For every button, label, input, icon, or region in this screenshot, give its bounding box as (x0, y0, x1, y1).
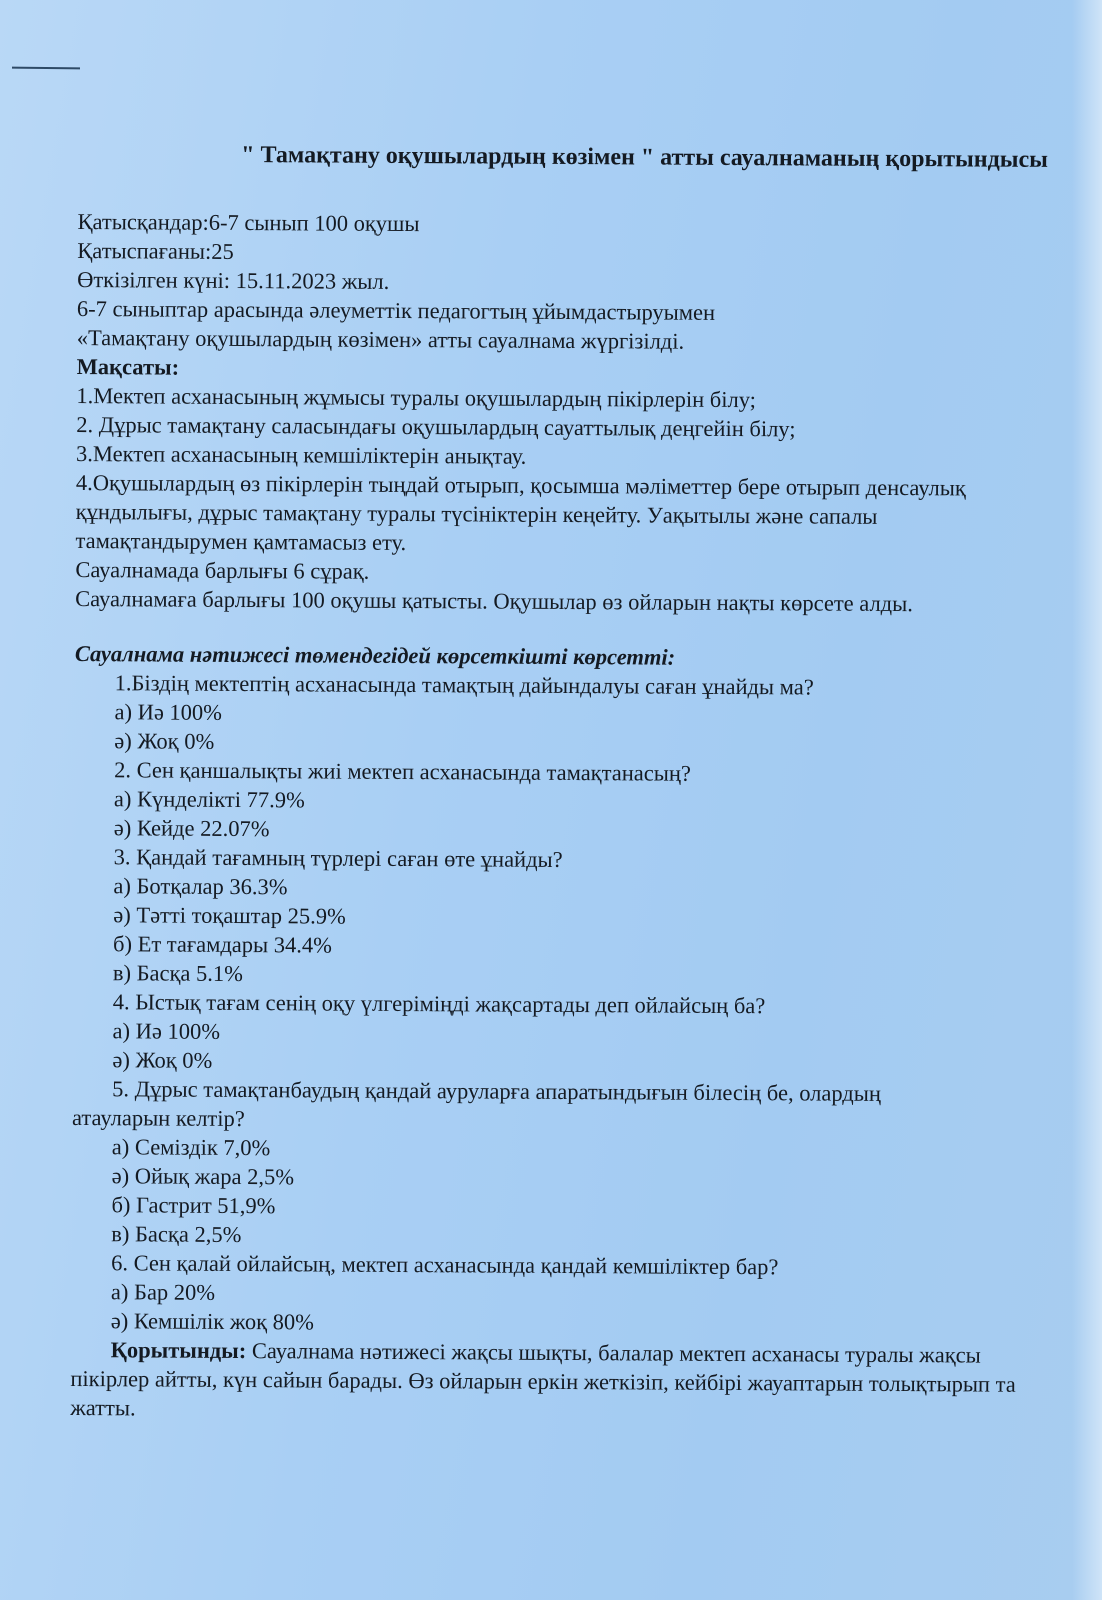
q6-answer-a: а) Бар 20% (110, 1279, 216, 1305)
q5-answer-b: ә) Ойық жара 2,5% (111, 1163, 295, 1190)
paper-edge-shadow (1072, 0, 1102, 1600)
participants-line: Қатысқандар:6-7 сынып 100 оқушы (77, 208, 420, 237)
conclusion (70, 1335, 1041, 1428)
question-2: 2. Сен қаншалықты жиі мектеп асханасында тамақтанасың? (114, 757, 691, 786)
absent-line: Қатыспағаны:25 (77, 237, 234, 264)
q3-answer-a: а) Ботқалар 36.3% (113, 873, 288, 900)
goal-3: 3.Мектеп асханасының кемшіліктерін анықтау. (76, 440, 527, 469)
intro-line-2: «Тамақтану оқушылардың көзімен» атты сауалнама жүргізілді. (76, 324, 685, 354)
goals-heading: Мақсаты: (76, 353, 180, 380)
q5-answer-c: б) Гастрит 51,9% (111, 1192, 276, 1219)
conclusion-text: Сауалнама нәтижесі жақсы шықты, балалар мектеп асханасы туралы жақсы пікірлер айтты, күн сайын барады. Өз ойларын еркін жеткізіп, кейбірі жауаптарын толықтырып та жатты. (70, 1338, 1016, 1421)
question-6: 6. Сен қалай ойлайсың, мектеп асханасында қандай кемшіліктер бар? (111, 1250, 779, 1280)
q2-answer-b: ә) Кейде 22.07% (113, 815, 270, 842)
question-5-line-1: 5. Дұрыс тамақтанбаудың қандай ауруларға апаратындығын білесің бе, олардың (112, 1076, 882, 1106)
intro-line-1: 6-7 сыныптар арасында әлеуметтік педагогтың ұйымдастыруымен (76, 295, 716, 325)
q5-answer-a: а) Семіздік 7,0% (111, 1134, 271, 1161)
document-title: " Тамақтану оқушылардың көзімен " атты сауалнаманың қорытындысы (241, 141, 1048, 173)
total-questions: Сауалнамада барлығы 6 сұрақ. (75, 556, 370, 584)
question-1: 1.Біздің мектептің асханасында тамақтың дайындалуы саған ұнайды ма? (114, 670, 814, 700)
pencil-mark (12, 67, 80, 70)
results-heading: Сауалнама нәтижесі төмендегідей көрсеткішті көрсетті: (74, 640, 676, 670)
q3-answer-c: б) Ет тағамдары 34.4% (113, 931, 333, 958)
q3-answer-b: ә) Тәтті тоқаштар 25.9% (113, 902, 346, 929)
q4-answer-a: а) Иә 100% (112, 1018, 221, 1044)
q3-answer-d: в) Басқа 5.1% (112, 960, 244, 987)
goal-2: 2. Дұрыс тамақтану саласындағы оқушылардың сауаттылық деңгейін білу; (76, 411, 796, 442)
q6-answer-b: ә) Кемшілік жоқ 80% (110, 1308, 315, 1335)
q5-answer-d: в) Басқа 2,5% (111, 1221, 242, 1248)
question-3: 3. Қандай тағамның түрлері саған өте ұнайды? (113, 844, 563, 872)
date-line: Өткізілген күні: 15.11.2023 жыл. (77, 266, 390, 294)
document-body (70, 140, 1048, 1428)
goal-1: 1.Мектеп асханасының жұмысы туралы оқушылардың пікірлерін білу; (76, 382, 757, 413)
q1-answer-a: а) Иә 100% (114, 699, 223, 725)
conclusion-label: Қорытынды: (110, 1337, 247, 1364)
q2-answer-a: а) Күнделікті 77.9% (113, 786, 305, 813)
total-students: Сауалнамаға барлығы 100 оқушы қатысты. Оқушылар өз ойларын нақты көрсете алды. (75, 585, 913, 617)
question-5-line-2: атауларын келтір? (71, 1104, 245, 1132)
question-4: 4. Ыстық тағам сенің оқу үлгеріміңді жақсартады деп ойлайсың ба? (112, 989, 766, 1019)
q1-answer-b: ә) Жоқ 0% (114, 728, 215, 754)
q4-answer-b: ә) Жоқ 0% (112, 1047, 213, 1073)
goal-4: 4.Оқушылардың өз пікірлерін тыңдай отырып, қосымша мәліметтер бере отырып денсаулық құндылығы, дұрыс тамақтану туралы түсініктерін кеңейту. Уақытылы және сапалы тамақтандырумен қамтамасыз ету. (75, 469, 966, 556)
